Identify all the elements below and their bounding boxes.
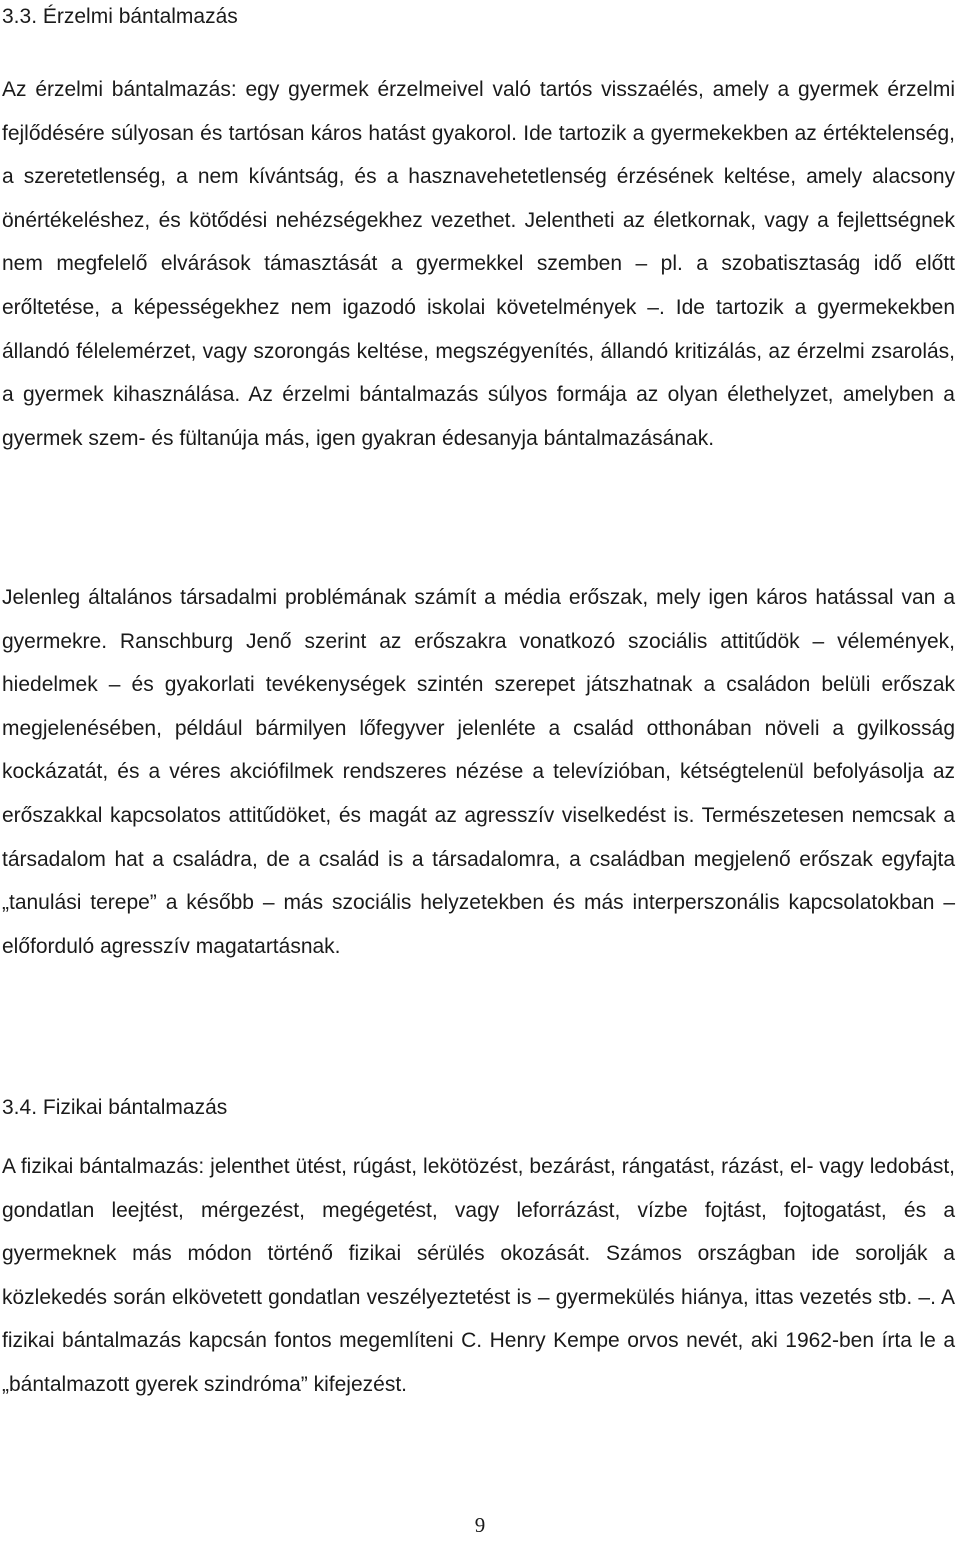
section-heading-3-3: 3.3. Érzelmi bántalmazás <box>2 5 238 28</box>
paragraph-media-violence: Jelenleg általános társadalmi problémának számít a média erőszak, mely igen káros hatással van a gyermekre. Ranschburg Jenő szerint az erőszakra vonatkozó szociális attitűdök – vélemények, hiedelmek – és gyakorlati tevékenységek szintén szerepet játszhatnak a családon belüli erőszak megjelenésében, például bármilyen lőfegyver jelenléte a család otthonában növeli a gyilkosság kockázatát, és a véres akciófilmek rendszeres nézése a televízióban, kétségtelenül befolyásolja az erőszakkal kapcsolatos attitűdöket, és magát az agresszív viselkedést is. Természetesen nemcsak a társadalom hat a családra, de a család is a társadalomra, a családban megjelenő erőszak egyfajta „tanulási terepe” a később – más szociális helyzetekben és más interperszonális kapcsolatokban – előforduló agresszív magatartásnak. <box>2 586 955 958</box>
page-number: 9 <box>474 1513 486 1537</box>
paragraph-physical-abuse-definition: A fizikai bántalmazás: jelenthet ütést, rúgást, lekötözést, bezárást, rángatást, rázást, el- vagy ledobást, gondatlan leejtést, mérgezést, megégetést, vagy leforrázást, vízbe fojtást, fojtogatást, és a gyermeknek más módon történő fizikai sérülés okozását. Számos országban ide sorolják a közlekedés során elkövetett gondatlan veszélyeztetést is – gyermekülés hiánya, ittas vezetés stb. –. A fizikai bántalmazás kapcsán fontos megemlíteni C. Henry Kempe orvos nevét, aki 1962-ben írta le a „bántalmazott gyerek szindróma” kifejezést. <box>2 1155 955 1396</box>
paragraph-emotional-abuse-definition: Az érzelmi bántalmazás: egy gyermek érzelmeivel való tartós visszaélés, amely a gyermek érzelmi fejlődésére súlyosan és tartósan káros hatást gyakorol. Ide tartozik a gyermekekben az értéktelenség, a szeretetlenség, a nem kívántság, és a hasznavehetetlenség érzésének keltése, amely alacsony önértékeléshez, és kötődési nehézségekhez vezethet. Jelentheti az életkornak, vagy a fejlettségnek nem megfelelő elvárások támasztását a gyermekkel szemben – pl. a szobatisztaság idő előtt erőltetése, a képességekhez nem igazodó iskolai követelmények –. Ide tartozik a gyermekekben állandó félelemérzet, vagy szorongás keltése, megszégyenítés, állandó kritizálás, az érzelmi zsarolás, a gyermek kihasználása. Az érzelmi bántalmazás súlyos formája az olyan élethelyzet, amelyben a gyermek szem- és fültanúja más, igen gyakran édesanyja bántalmazásának. <box>2 78 955 450</box>
section-heading-3-4: 3.4. Fizikai bántalmazás <box>2 1096 228 1119</box>
